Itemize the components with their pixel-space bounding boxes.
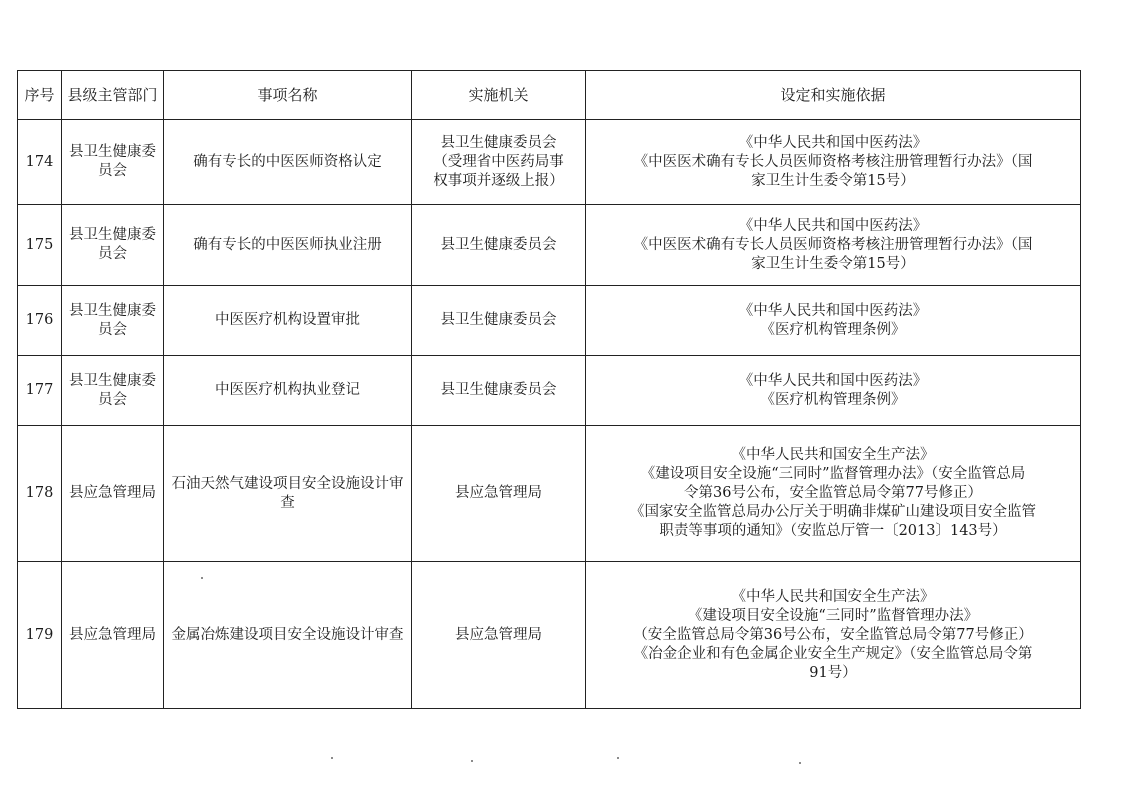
row-basis <box>586 120 1081 205</box>
agency-line: 权事项并逐级上报） <box>433 172 564 189</box>
row-no: 175 <box>18 205 62 286</box>
scan-speck <box>471 760 473 762</box>
basis-line: 家卫生计生委令第15号） <box>751 255 915 272</box>
header-no: 序号 <box>18 71 62 120</box>
row-name: 中医医疗机构执业登记 <box>164 356 412 426</box>
table-row <box>18 562 1081 709</box>
row-agency <box>412 120 586 205</box>
row-dept: 县应急管理局 <box>62 562 164 709</box>
row-no: 178 <box>18 426 62 562</box>
basis-line: 《建设项目安全设施“三同时”监督管理办法》（安全监管总局 <box>640 466 1026 482</box>
row-name: 确有专长的中医医师执业注册 <box>164 205 412 286</box>
agency-line: （受理省中医药局事 <box>433 153 564 170</box>
basis-line: 《中医医术确有专长人员医师资格考核注册管理暂行办法》（国 <box>633 153 1033 170</box>
row-no: 177 <box>18 356 62 426</box>
row-agency <box>412 286 586 356</box>
table-row <box>18 286 1081 356</box>
row-name: 确有专长的中医医师资格认定 <box>164 120 412 205</box>
row-dept: 县卫生健康委员会 <box>62 120 164 205</box>
basis-line: 《中华人民共和国中医药法》 <box>738 372 928 389</box>
scan-speck <box>617 757 619 759</box>
row-name: 中医医疗机构设置审批 <box>164 286 412 356</box>
row-name: 金属冶炼建设项目安全设施设计审查 <box>164 562 412 709</box>
header-row <box>18 71 1081 120</box>
basis-line: 《建设项目安全设施“三同时”监督管理办法》 <box>687 607 979 624</box>
agency-line: 县卫生健康委员会 <box>440 312 557 328</box>
basis-line: 《冶金企业和有色金属企业安全生产规定》（安全监管总局令第 <box>633 645 1033 662</box>
scan-speck <box>799 762 801 764</box>
header-basis: 设定和实施依据 <box>586 71 1081 120</box>
basis-line: 《中华人民共和国中医药法》 <box>738 302 928 319</box>
table-row <box>18 205 1081 286</box>
scan-speck <box>331 757 333 759</box>
table-row <box>18 120 1081 205</box>
basis-line: 《医疗机构管理条例》 <box>760 391 906 408</box>
row-name: 石油天然气建设项目安全设施设计审查 <box>164 426 412 562</box>
row-agency <box>412 205 586 286</box>
items-table <box>17 70 1081 709</box>
basis-line: 家卫生计生委令第15号） <box>751 172 915 189</box>
scan-speck <box>201 577 203 579</box>
header-agency: 实施机关 <box>412 71 586 120</box>
basis-line: 《中华人民共和国安全生产法》 <box>731 588 935 605</box>
row-basis <box>586 286 1081 356</box>
row-basis <box>586 426 1081 562</box>
row-basis <box>586 205 1081 286</box>
row-basis <box>586 356 1081 426</box>
basis-line: （安全监管总局令第36号公布，安全监管总局令第77号修正） <box>633 626 1033 643</box>
table-row <box>18 356 1081 426</box>
row-dept: 县应急管理局 <box>62 426 164 562</box>
row-dept: 县卫生健康委员会 <box>62 356 164 426</box>
row-agency <box>412 426 586 562</box>
agency-line: 县应急管理局 <box>455 626 542 643</box>
basis-line: 《中华人民共和国安全生产法》 <box>731 447 935 463</box>
agency-line: 县卫生健康委员会 <box>440 236 557 253</box>
row-basis <box>586 562 1081 709</box>
basis-line: 令第36号公布，安全监管总局令第77号修正） <box>684 485 982 501</box>
agency-line: 县应急管理局 <box>455 485 542 501</box>
header-name: 事项名称 <box>164 71 412 120</box>
basis-line: 《国家安全监管总局办公厅关于明确非煤矿山建设项目安全监管 <box>630 504 1036 520</box>
basis-line: 《中医医术确有专长人员医师资格考核注册管理暂行办法》（国 <box>633 236 1033 253</box>
row-dept: 县卫生健康委员会 <box>62 205 164 286</box>
row-agency <box>412 562 586 709</box>
row-agency <box>412 356 586 426</box>
row-no: 179 <box>18 562 62 709</box>
agency-line: 县卫生健康委员会 <box>440 382 557 398</box>
agency-line: 县卫生健康委员会 <box>440 134 557 151</box>
basis-line: 《医疗机构管理条例》 <box>760 321 906 338</box>
basis-line: 91号） <box>809 664 857 681</box>
header-dept: 县级主管部门 <box>62 71 164 120</box>
row-no: 176 <box>18 286 62 356</box>
row-dept: 县卫生健康委员会 <box>62 286 164 356</box>
table-row <box>18 426 1081 562</box>
basis-line: 《中华人民共和国中医药法》 <box>738 217 928 234</box>
basis-line: 《中华人民共和国中医药法》 <box>738 134 928 151</box>
row-no: 174 <box>18 120 62 205</box>
basis-line: 职责等事项的通知》（安监总厅管一〔2013〕143号） <box>659 523 1007 539</box>
